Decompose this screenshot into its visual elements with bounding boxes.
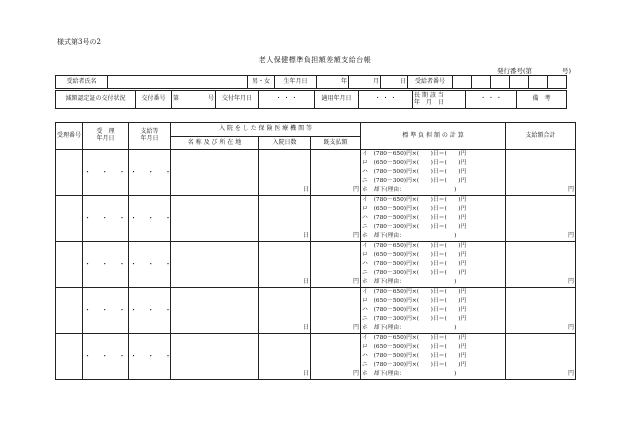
calc-line: ロ (650－500)円×( )日＝( )円 [362, 159, 467, 166]
days-header: 入院日数 [259, 137, 311, 150]
header-row-2 [55, 90, 567, 109]
name-address-cell[interactable] [171, 242, 259, 288]
issue-date-label: 交付年月日 [216, 91, 259, 109]
receipt-date-cell[interactable]: ・ ・ ・ [83, 242, 129, 288]
paid-cell[interactable]: 円 [311, 334, 361, 380]
calc-line: ハ (780－500)円×( )日＝( )円 [362, 168, 467, 175]
pay-date-cell[interactable]: ・ ・ ・ [129, 150, 171, 196]
gender-label: 男・女 [248, 76, 275, 89]
birth-month[interactable]: 月 [349, 76, 381, 89]
table-row [56, 242, 576, 288]
receipt-date-cell[interactable]: ・ ・ ・ [83, 196, 129, 242]
dai-label: 第 [173, 95, 180, 103]
receipt-date-cell[interactable]: ・ ・ ・ [83, 288, 129, 334]
name-address-cell[interactable] [171, 334, 259, 380]
apply-date-field[interactable]: ・ ・ ・ [359, 91, 413, 109]
issue-date-field[interactable]: ・ ・ ・ [259, 91, 315, 109]
pay-date-cell[interactable]: ・ ・ ・ [129, 242, 171, 288]
calc-line: ハ (780－500)円×( )日＝( )円 [362, 214, 467, 221]
payment-ledger-table [55, 122, 576, 380]
recipient-name-field[interactable] [108, 76, 248, 89]
pay-date-header [129, 123, 171, 150]
long-term-label [413, 91, 466, 109]
receipt-no-cell[interactable] [56, 150, 83, 196]
name-address-cell[interactable] [171, 288, 259, 334]
paid-cell[interactable]: 円 [311, 196, 361, 242]
paid-header: 既支払額 [311, 137, 361, 150]
issue-no-field[interactable] [172, 91, 216, 109]
calc-line: ロ (650－500)円×( )日＝( )円 [362, 251, 467, 258]
go-label: 号 [207, 95, 214, 103]
receipt-date-header-2: 年月日 [96, 135, 115, 142]
calc-line: ロ (650－500)円×( )日＝( )円 [362, 297, 467, 304]
calc-line: ホ 却下(理由： ) [362, 186, 457, 193]
name-address-cell[interactable] [171, 150, 259, 196]
calc-cell[interactable] [361, 150, 506, 196]
calc-line: ホ 却下(理由： ) [362, 278, 457, 285]
calc-line: ホ 却下(理由： ) [362, 232, 457, 239]
days-cell[interactable]: 日 [259, 196, 311, 242]
birth-day[interactable]: 日 [381, 76, 408, 89]
name-address-cell[interactable] [171, 196, 259, 242]
paid-cell[interactable]: 円 [311, 242, 361, 288]
pay-date-header-1: 支給等 [140, 128, 159, 136]
calc-line: イ (780－650)円×( )日＝( )円 [362, 197, 467, 203]
recipient-number-digit[interactable] [548, 76, 567, 89]
calc-line: ハ (780－500)円×( )日＝( )円 [362, 352, 467, 359]
receipt-no-cell[interactable] [56, 334, 83, 380]
pay-date-cell[interactable]: ・ ・ ・ [129, 334, 171, 380]
birth-year[interactable]: 年 [317, 76, 349, 89]
recipient-number-digit[interactable] [510, 76, 529, 89]
recipient-number-digit[interactable] [453, 76, 472, 89]
days-cell[interactable]: 日 [259, 288, 311, 334]
long-term-line-1: 長 期 該 当 [414, 91, 444, 99]
issue-number-label: 発行番号(第 [497, 67, 533, 75]
calc-line: ホ 却下(理由： ) [362, 370, 457, 377]
table-row [56, 288, 576, 334]
pay-date-cell[interactable]: ・ ・ ・ [129, 288, 171, 334]
receipt-date-cell[interactable]: ・ ・ ・ [83, 334, 129, 380]
table-row [56, 196, 576, 242]
receipt-date-header-1: 受 理 [96, 128, 115, 136]
hospital-header: 入 院 を し た 保 険 医 療 機 関 等 [171, 123, 361, 137]
recipient-number-label: 受給者番号 [408, 76, 453, 89]
long-term-field[interactable]: ・ ・ ・ [466, 91, 517, 109]
page-title: 老人保健標準負担額差額支給台帳 [258, 56, 372, 64]
issue-number-suffix: 号) [562, 67, 572, 75]
form-number: 様式第3号の2 [57, 38, 101, 46]
calc-cell[interactable] [361, 242, 506, 288]
days-cell[interactable]: 日 [259, 150, 311, 196]
calc-line: ロ (650－500)円×( )日＝( )円 [362, 343, 467, 350]
calc-cell[interactable] [361, 196, 506, 242]
calc-line: イ (780－650)円×( )日＝( )円 [362, 289, 467, 295]
recipient-number-digit[interactable] [529, 76, 548, 89]
recipient-number-digit[interactable] [472, 76, 491, 89]
cert-status-label: 減額認定証の交付状況 [56, 91, 136, 109]
table-row [56, 150, 576, 196]
days-cell[interactable]: 日 [259, 334, 311, 380]
issue-no-label: 交付番号 [136, 91, 172, 109]
birth-date-label: 生年月日 [275, 76, 317, 89]
receipt-date-header [83, 123, 129, 150]
calc-line: ニ (780－300)円×( )日＝( )円 [362, 223, 467, 230]
total-cell[interactable]: 円 [506, 150, 576, 196]
calc-line: ニ (780－300)円×( )日＝( )円 [362, 315, 467, 322]
calc-line: ホ 却下(理由： ) [362, 324, 457, 331]
calc-header: 標 準 負 担 額 の 計 算 [361, 123, 506, 150]
receipt-no-cell[interactable] [56, 196, 83, 242]
long-term-line-2: 年 月 日 [414, 98, 445, 106]
total-cell[interactable]: 円 [506, 242, 576, 288]
calc-line: ニ (780－300)円×( )日＝( )円 [362, 269, 467, 276]
header-row-1 [55, 75, 567, 89]
paid-cell[interactable]: 円 [311, 150, 361, 196]
total-cell[interactable]: 円 [506, 334, 576, 380]
calc-line: イ (780－650)円×( )日＝( )円 [362, 335, 467, 341]
recipient-number-digit[interactable] [491, 76, 510, 89]
ledger-rows [56, 150, 576, 380]
apply-date-label: 適用年月日 [315, 91, 359, 109]
pay-date-cell[interactable]: ・ ・ ・ [129, 196, 171, 242]
remarks-label: 備 考 [517, 91, 567, 109]
receipt-no-cell[interactable] [56, 288, 83, 334]
total-cell[interactable]: 円 [506, 196, 576, 242]
total-cell[interactable]: 円 [506, 288, 576, 334]
receipt-no-header: 受理番号 [56, 123, 83, 150]
total-header: 支給額合計 [506, 123, 576, 150]
calc-cell[interactable] [361, 288, 506, 334]
name-address-header: 名 称 及 び 所 在 地 [171, 137, 259, 150]
calc-line: ハ (780－500)円×( )日＝( )円 [362, 306, 467, 313]
receipt-date-cell[interactable]: ・ ・ ・ [83, 150, 129, 196]
calc-line: ハ (780－500)円×( )日＝( )円 [362, 260, 467, 267]
calc-line: ロ (650－500)円×( )日＝( )円 [362, 205, 467, 212]
days-cell[interactable]: 日 [259, 242, 311, 288]
calc-cell[interactable] [361, 334, 506, 380]
pay-date-header-2: 年月日 [140, 135, 159, 142]
calc-line: イ (780－650)円×( )日＝( )円 [362, 151, 467, 157]
receipt-no-cell[interactable] [56, 242, 83, 288]
calc-line: イ (780－650)円×( )日＝( )円 [362, 243, 467, 249]
table-row [56, 334, 576, 380]
calc-line: ニ (780－300)円×( )日＝( )円 [362, 177, 467, 184]
paid-cell[interactable]: 円 [311, 288, 361, 334]
issue-number [497, 66, 571, 75]
recipient-name-label: 受給者氏名 [56, 76, 108, 89]
calc-line: ニ (780－300)円×( )日＝( )円 [362, 361, 467, 368]
